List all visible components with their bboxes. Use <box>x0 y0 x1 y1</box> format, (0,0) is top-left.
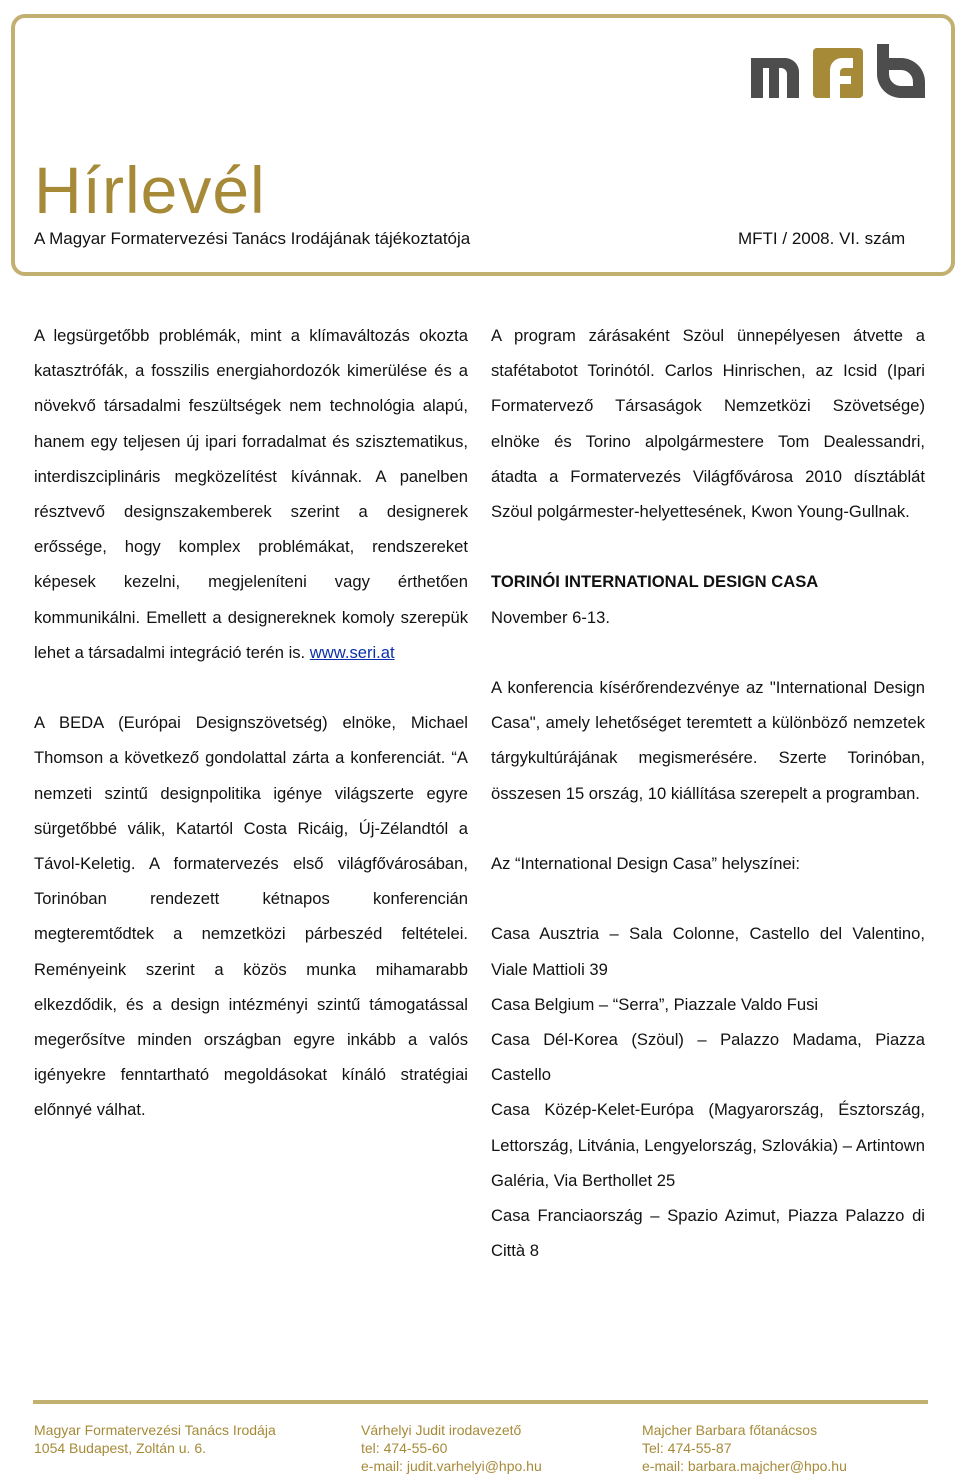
right-column <box>491 318 925 1268</box>
venue-item: Casa Ausztria – Sala Colonne, Castello del Valentino, Viale Mattioli 39 <box>491 924 925 979</box>
event-date: November 6-13. <box>491 607 610 627</box>
left-paragraph-2: A BEDA (Európai Designszövetség) elnöke, Michael Thomson a következő gondolattal zárta a konferenciát. “A nemzeti szintű designpolitika igénye világszerte egyre sürgetőbbé válik, Katartól Costa Ricáig, Új-Zélandtól a Távol-Keletig. A formatervezés első világfővárosában, Torinóban rendezett kétnapos konferencián megteremtődtek a nemzetközi párbeszéd feltételei. Reményeink szerint a közös munka mihamarabb elkezdődik, és a design intézményi szintű támogatással megerősítve minden országban egyre inkább a valós igényekre fenntartható megoldásokat kínáló stratégiai előnnyé válhat. <box>34 713 468 1120</box>
mft-logo <box>751 44 925 98</box>
venue-item: Casa Dél-Korea (Szöul) – Palazzo Madama, Piazza Castello <box>491 1030 925 1085</box>
left-paragraph-1: A legsürgetőbb problémák, mint a klímaváltozás okozta katasztrófák, a fosszilis energiahordozók kimerülése és a növekvő társadalmi feszültségek nem technológia alapú, hanem egy teljesen új ipari forradalmat és szisztematikus, interdiszciplináris megközelítést kívánnak. A panelben résztvevő designszakemberek szerint a designerek erőssége, hogy komplex problémákat, rendszereket képesek kezelni, megjeleníteni vagy érthetően kommunikálni. Emellett a designereknek komoly szerepük lehet a társadalmi integráció terén is. www.seri.at <box>34 326 468 662</box>
venue-item: Casa Közép-Kelet-Európa (Magyarország, Észtország, Lettország, Litvánia, Lengyelország, Szlovákia) – Artintown Galéria, Via Berthollet 25 <box>491 1100 925 1190</box>
footer-office-address: 1054 Budapest, Zoltán u. 6. <box>34 1440 207 1456</box>
venue-item: Casa Franciaország – Spazio Azimut, Piazza Palazzo di Città 8 <box>491 1206 925 1261</box>
footer-office <box>34 1421 276 1457</box>
issue-number: MFTI / 2008. VI. szám <box>738 229 906 248</box>
section-heading: TORINÓI INTERNATIONAL DESIGN CASA <box>491 572 819 592</box>
footer-contact-name: Majcher Barbara főtanácsos <box>642 1422 818 1438</box>
footer-contact-email[interactable]: e-mail: judit.varhelyi@hpo.hu <box>361 1458 542 1474</box>
footer-contact-phone: Tel: 474-55-87 <box>642 1440 732 1456</box>
left-column <box>34 318 468 1128</box>
newsletter-subtitle: A Magyar Formatervezési Tanács Irodájának tájékoztatója <box>34 229 471 248</box>
venue-item: Casa Belgium – “Serra”, Piazzale Valdo Fusi <box>491 994 819 1014</box>
footer-office-name: Magyar Formatervezési Tanács Irodája <box>34 1422 276 1438</box>
footer-contact-name: Várhelyi Judit irodavezető <box>361 1422 522 1438</box>
footer-contact-1 <box>361 1421 542 1475</box>
footer-contact-email[interactable]: e-mail: barbara.majcher@hpo.hu <box>642 1458 847 1474</box>
right-paragraph-2: A konferencia kísérőrendezvénye az "International Design Casa", amely lehetőséget teremtett a különböző nemzetek tárgykultúrájának megismerésére. Szerte Torinóban, összesen 15 ország, 10 kiállítása szerepelt a programban. <box>491 678 925 803</box>
right-paragraph-1: A program zárásaként Szöul ünnepélyesen átvette a stafétabotot Torinótól. Carlos Hinrischen, az Icsid (Ipari Formatervező Társaságok Nemzetközi Szövetsége) elnöke és Torino alpolgármestere Tom Dealessandri, átadta a Formatervezés Világfővárosa 2010 dísztáblát Szöul polgármester-helyettesének, Kwon Young-Gullnak. <box>491 326 925 522</box>
footer-contact-2 <box>642 1421 847 1475</box>
newsletter-title: Hírlevél <box>34 153 266 227</box>
seri-link[interactable]: www.seri.at <box>309 642 395 662</box>
venues-intro: Az “International Design Casa” helyszínei: <box>491 854 800 873</box>
footer-contact-phone: tel: 474-55-60 <box>361 1440 448 1456</box>
footer-divider <box>33 1400 928 1404</box>
